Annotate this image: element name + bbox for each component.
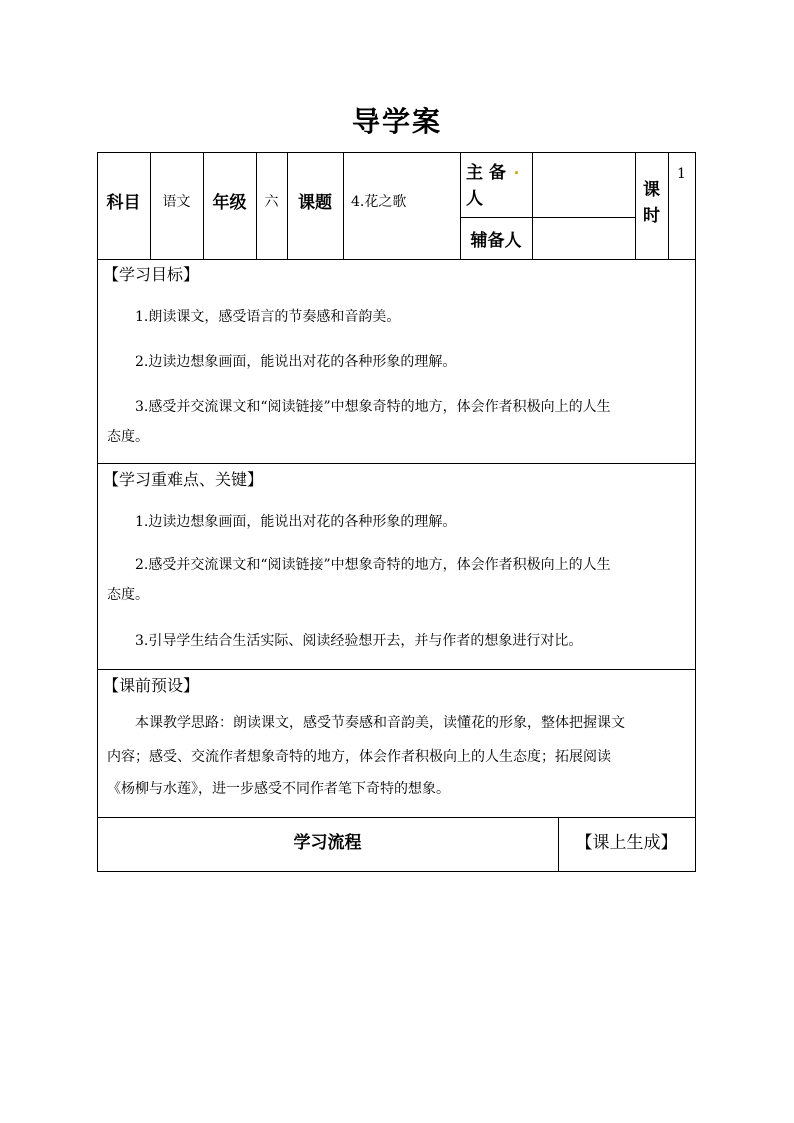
generation-label: 【课上生成】 (575, 832, 678, 853)
row-divider (97, 259, 696, 260)
process-label: 学习流程 (293, 832, 362, 853)
preparer-label-suffix: 人 (466, 188, 483, 209)
grade-value: 六 (264, 193, 279, 210)
preview-line: 本课教学思路：朗读课文，感受节奏感和音韵美，读懂花的形象，整体把握课文 (135, 715, 625, 731)
row-divider (97, 463, 696, 464)
col-divider (532, 152, 533, 259)
keypoint-item-cont: 态度。 (107, 587, 149, 603)
keypoint-item: 3.引导学生结合生活实际、阅读经验想开去，并与作者的想象进行对比。 (135, 633, 583, 649)
keypoint-item: 1.边读边想象画面，能说出对花的各种形象的理解。 (135, 514, 457, 530)
objective-item: 3.感受并交流课文和“阅读链接”中想象奇特的地方，体会作者积极向上的人生 (135, 399, 611, 415)
topic-value: 4.花之歌 (351, 193, 407, 210)
preparer-label-text: 主 备 (466, 162, 506, 183)
objectives-heading: 【学习目标】 (103, 265, 200, 284)
keypoints-heading: 【学习重难点、关键】 (103, 470, 264, 489)
preview-line: 《杨柳与水莲》，进一步感受不同作者笔下奇特的想象。 (107, 781, 450, 797)
subject-value: 语文 (162, 193, 191, 210)
preparer-dot: . (513, 162, 520, 178)
preparer-label (466, 156, 526, 184)
subject-label: 科目 (106, 193, 141, 213)
table-border-left (97, 152, 98, 872)
lesson-plan-table (97, 152, 696, 872)
hours-label-2: 时 (643, 205, 660, 226)
objective-item: 1.朗读课文，感受语言的节奏感和音韵美。 (135, 309, 401, 325)
objective-item: 2.边读边想象画面，能说出对花的各种形象的理解。 (135, 354, 457, 370)
objective-item-cont: 态度。 (107, 429, 149, 445)
preview-heading: 【课前预设】 (103, 676, 200, 695)
row-divider (97, 669, 696, 670)
document-title: 导学案 (351, 105, 442, 138)
preview-line: 内容；感受、交流作者想象奇特的地方，体会作者积极向上的人生态度；拓展阅读 (107, 749, 611, 765)
hours-label-1: 课 (643, 179, 660, 200)
hours-value: 1 (677, 166, 686, 182)
table-border-bottom (97, 871, 696, 872)
grade-label: 年级 (212, 193, 247, 213)
keypoint-item: 2.感受并交流课文和“阅读链接”中想象奇特的地方，体会作者积极向上的人生 (135, 557, 611, 573)
table-border-right (695, 152, 696, 872)
topic-label: 课题 (298, 193, 332, 213)
row-divider (97, 817, 696, 818)
assistant-label: 辅备人 (470, 230, 522, 251)
